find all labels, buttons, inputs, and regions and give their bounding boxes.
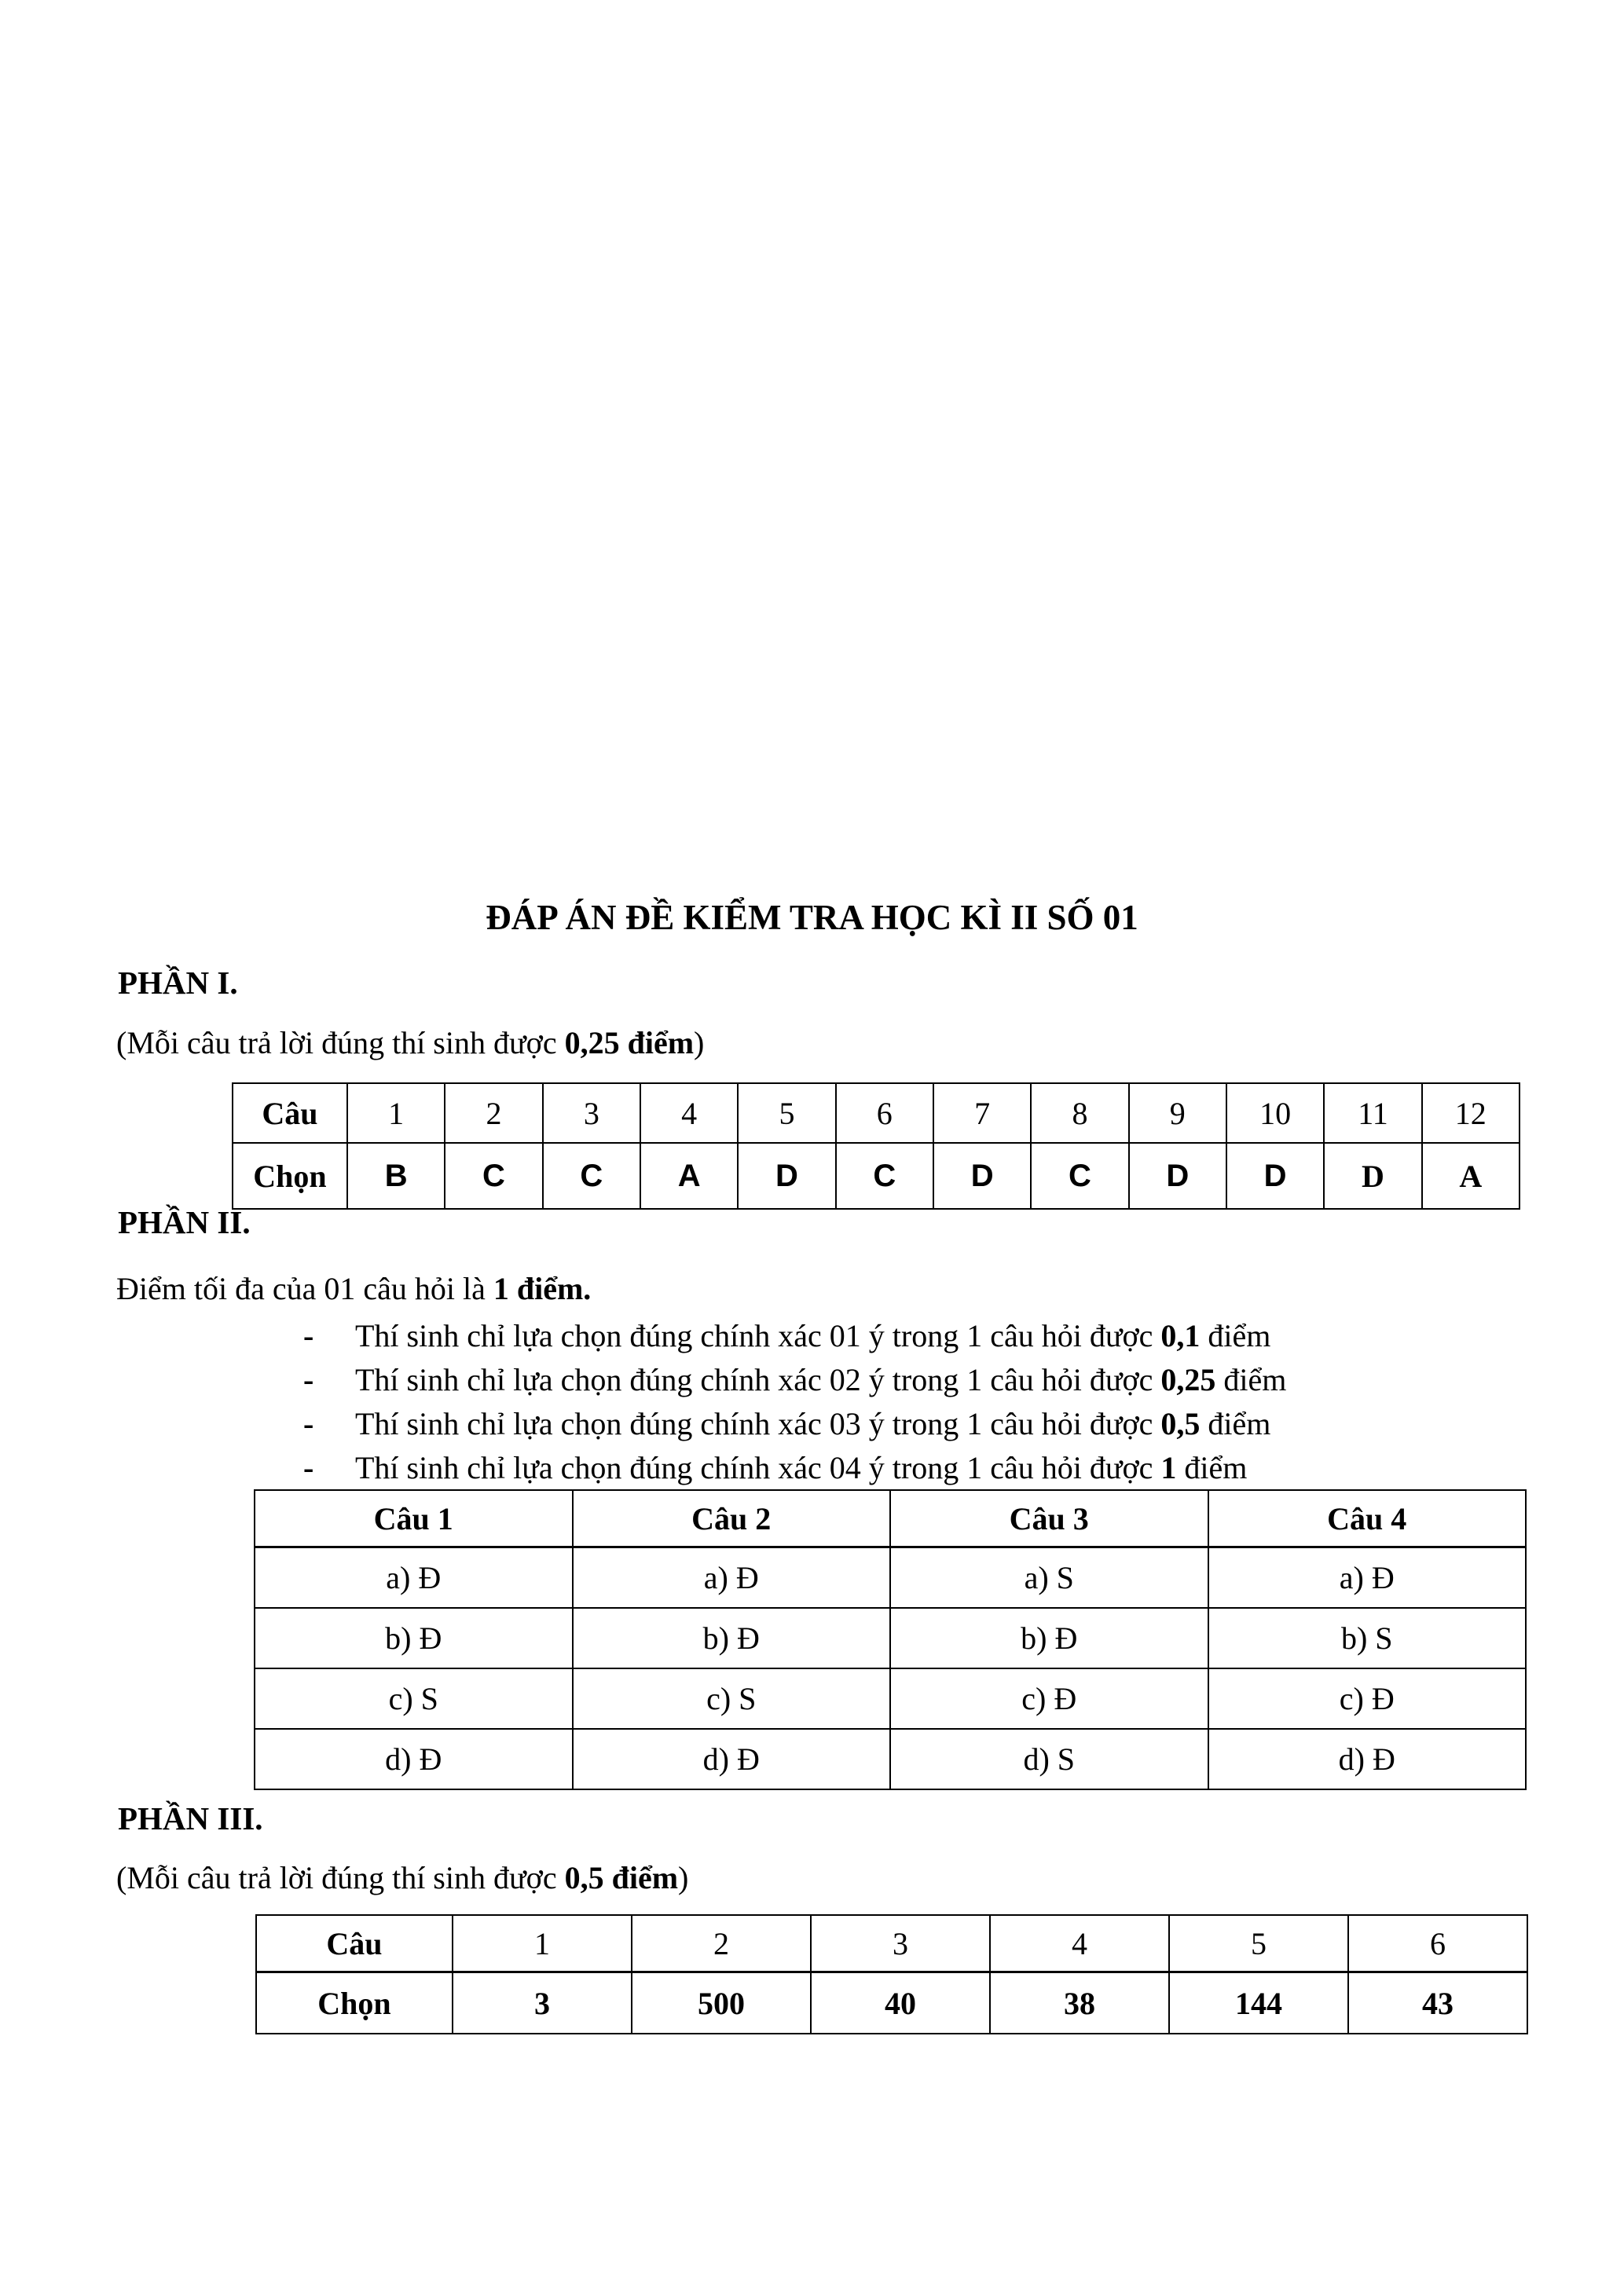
part3-note-score: 0,5 điểm bbox=[564, 1860, 679, 1895]
question-number-cell: 6 bbox=[836, 1083, 933, 1143]
rule-score: 0,25 bbox=[1160, 1362, 1216, 1397]
part2-answer-row-a bbox=[255, 1547, 1526, 1609]
bullet-dash: - bbox=[303, 1318, 314, 1353]
part1-answer-row bbox=[233, 1143, 1520, 1209]
part1-answer-table bbox=[232, 1082, 1520, 1210]
choose-row-label: Chọn bbox=[256, 1972, 453, 2034]
rule-text: Thí sinh chỉ lựa chọn đúng chính xác 01 ý trong 1 câu hỏi được bbox=[355, 1318, 1161, 1353]
answer-cell: 144 bbox=[1169, 1972, 1348, 2034]
choose-row-label: Chọn bbox=[233, 1143, 347, 1209]
question-number-cell: 3 bbox=[811, 1915, 990, 1972]
answer-cell: D bbox=[933, 1143, 1031, 1209]
answer-cell: 40 bbox=[811, 1972, 990, 2034]
question-number-cell: 6 bbox=[1348, 1915, 1527, 1972]
question-row-label: Câu bbox=[233, 1083, 347, 1143]
question-number-cell: 7 bbox=[933, 1083, 1031, 1143]
rule-suffix: điểm bbox=[1200, 1318, 1271, 1353]
question-number-cell: 9 bbox=[1129, 1083, 1226, 1143]
part3-heading: PHẦN III. bbox=[118, 1800, 263, 1836]
scoring-rule-item bbox=[303, 1318, 1270, 1354]
true-false-cell: c) S bbox=[573, 1668, 891, 1729]
answer-cell: 38 bbox=[990, 1972, 1169, 2034]
answer-cell: B bbox=[347, 1143, 445, 1209]
rule-text: Thí sinh chỉ lựa chọn đúng chính xác 04 ý trong 1 câu hỏi được bbox=[355, 1450, 1161, 1485]
bullet-dash: - bbox=[303, 1450, 314, 1485]
true-false-cell: d) S bbox=[890, 1729, 1208, 1789]
question-number-cell: 3 bbox=[543, 1083, 640, 1143]
true-false-cell: a) Đ bbox=[255, 1547, 573, 1609]
part3-answer-table bbox=[255, 1914, 1528, 2034]
true-false-cell: b) Đ bbox=[255, 1608, 573, 1668]
answer-cell: C bbox=[445, 1143, 542, 1209]
part2-heading: PHẦN II. bbox=[118, 1204, 251, 1240]
part2-intro bbox=[116, 1271, 591, 1307]
answer-cell: 3 bbox=[453, 1972, 632, 2034]
true-false-cell: c) Đ bbox=[890, 1668, 1208, 1729]
part1-heading: PHẦN I. bbox=[118, 965, 238, 1001]
true-false-cell: c) S bbox=[255, 1668, 573, 1729]
part2-answer-row-c bbox=[255, 1668, 1526, 1729]
bullet-dash: - bbox=[303, 1362, 314, 1397]
question-number-cell: 11 bbox=[1324, 1083, 1421, 1143]
question-header-cell: Câu 2 bbox=[573, 1490, 891, 1547]
true-false-cell: d) Đ bbox=[573, 1729, 891, 1789]
answer-cell: A bbox=[640, 1143, 738, 1209]
part2-answer-table bbox=[254, 1489, 1527, 1790]
true-false-cell: b) Đ bbox=[573, 1608, 891, 1668]
answer-cell: 43 bbox=[1348, 1972, 1527, 2034]
part2-answer-row-b bbox=[255, 1608, 1526, 1668]
answer-cell: D bbox=[738, 1143, 835, 1209]
rule-suffix: điểm bbox=[1215, 1362, 1287, 1397]
question-number-cell: 2 bbox=[445, 1083, 542, 1143]
part3-answer-row bbox=[256, 1972, 1527, 2034]
rule-score: 0,1 bbox=[1160, 1318, 1201, 1353]
scoring-rule-item bbox=[303, 1450, 1247, 1486]
part3-question-row bbox=[256, 1915, 1527, 1972]
bullet-dash: - bbox=[303, 1406, 314, 1441]
answer-cell: D bbox=[1226, 1143, 1324, 1209]
question-number-cell: 1 bbox=[453, 1915, 632, 1972]
scoring-rule-item bbox=[303, 1362, 1286, 1398]
answer-cell: D bbox=[1129, 1143, 1226, 1209]
part3-note-prefix: (Mỗi câu trả lời đúng thí sinh được bbox=[116, 1860, 565, 1895]
rule-score: 1 bbox=[1160, 1450, 1177, 1485]
question-header-cell: Câu 3 bbox=[890, 1490, 1208, 1547]
part2-intro-score: 1 điểm. bbox=[493, 1271, 592, 1306]
question-header-cell: Câu 1 bbox=[255, 1490, 573, 1547]
scoring-rule-item bbox=[303, 1406, 1270, 1442]
rule-text: Thí sinh chỉ lựa chọn đúng chính xác 02 ý trong 1 câu hỏi được bbox=[355, 1362, 1161, 1397]
true-false-cell: d) Đ bbox=[255, 1729, 573, 1789]
question-number-cell: 10 bbox=[1226, 1083, 1324, 1143]
true-false-cell: c) Đ bbox=[1208, 1668, 1527, 1729]
rule-suffix: điểm bbox=[1200, 1406, 1271, 1441]
answer-cell: C bbox=[836, 1143, 933, 1209]
part1-note-suffix: ) bbox=[694, 1025, 705, 1060]
answer-cell: 500 bbox=[632, 1972, 811, 2034]
true-false-cell: b) S bbox=[1208, 1608, 1527, 1668]
rule-score: 0,5 bbox=[1160, 1406, 1201, 1441]
true-false-cell: a) Đ bbox=[573, 1547, 891, 1609]
part3-note bbox=[116, 1860, 688, 1896]
true-false-cell: a) S bbox=[890, 1547, 1208, 1609]
part1-note bbox=[116, 1025, 704, 1061]
true-false-cell: a) Đ bbox=[1208, 1547, 1527, 1609]
part1-note-score: 0,25 điểm bbox=[564, 1025, 695, 1060]
question-number-cell: 1 bbox=[347, 1083, 445, 1143]
answer-cell: A bbox=[1422, 1143, 1520, 1209]
rule-text: Thí sinh chỉ lựa chọn đúng chính xác 03 ý trong 1 câu hỏi được bbox=[355, 1406, 1161, 1441]
part2-answer-row-d bbox=[255, 1729, 1526, 1789]
page-title: ĐÁP ÁN ĐỀ KIỂM TRA HỌC KÌ II SỐ 01 bbox=[486, 898, 1138, 937]
part1-note-prefix: (Mỗi câu trả lời đúng thí sinh được bbox=[116, 1025, 565, 1060]
question-number-cell: 4 bbox=[990, 1915, 1169, 1972]
true-false-cell: d) Đ bbox=[1208, 1729, 1527, 1789]
question-row-label: Câu bbox=[256, 1915, 453, 1972]
answer-cell: C bbox=[1031, 1143, 1128, 1209]
question-header-cell: Câu 4 bbox=[1208, 1490, 1527, 1547]
question-number-cell: 5 bbox=[1169, 1915, 1348, 1972]
question-number-cell: 8 bbox=[1031, 1083, 1128, 1143]
part2-header-row bbox=[255, 1490, 1526, 1547]
true-false-cell: b) Đ bbox=[890, 1608, 1208, 1668]
answer-cell: C bbox=[543, 1143, 640, 1209]
question-number-cell: 12 bbox=[1422, 1083, 1520, 1143]
question-number-cell: 2 bbox=[632, 1915, 811, 1972]
part3-note-suffix: ) bbox=[678, 1860, 689, 1895]
question-number-cell: 4 bbox=[640, 1083, 738, 1143]
part1-question-row bbox=[233, 1083, 1520, 1143]
part2-intro-prefix: Điểm tối đa của 01 câu hỏi là bbox=[116, 1271, 493, 1306]
question-number-cell: 5 bbox=[738, 1083, 835, 1143]
rule-suffix: điểm bbox=[1176, 1450, 1248, 1485]
answer-cell: D bbox=[1324, 1143, 1421, 1209]
